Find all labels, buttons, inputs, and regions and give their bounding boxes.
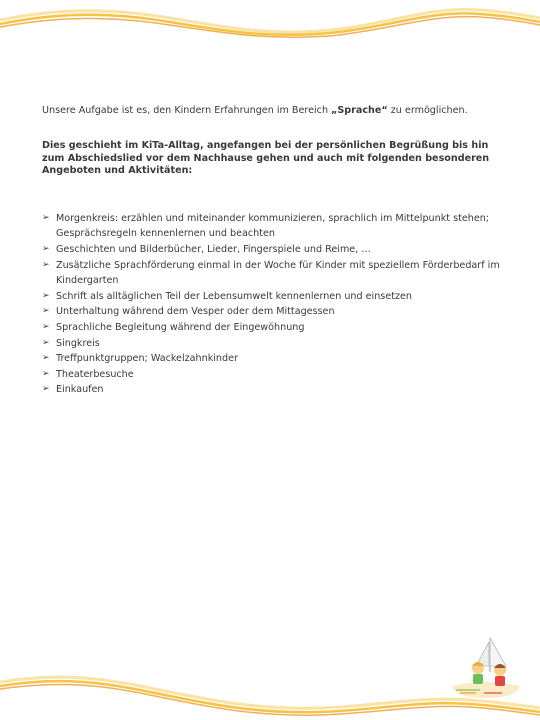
list-item xyxy=(42,289,512,305)
list-item xyxy=(42,242,512,258)
list-item xyxy=(42,382,512,398)
arrow-bullet-icon: ➢ xyxy=(42,290,50,301)
list-item-text: Sprachliche Begleitung während der Eingewöhnung xyxy=(56,321,305,333)
arrow-bullet-icon: ➢ xyxy=(42,353,50,364)
list-item xyxy=(42,211,512,242)
arrow-bullet-icon: ➢ xyxy=(42,306,50,317)
list-item xyxy=(42,367,512,383)
lead-paragraph: Dies geschieht im KiTa-Alltag, angefangen bei der persönlichen Begrüßung bis hin zum Abschiedslied vor dem Nachhause gehen und auch mit folgenden besonderen Angeboten und Aktivitäten: xyxy=(42,140,490,177)
arrow-bullet-icon: ➢ xyxy=(42,243,50,254)
top-wave-decoration xyxy=(0,0,540,40)
intro-text-start: Unsere Aufgabe ist es, den Kindern Erfahrungen im Bereich xyxy=(42,105,332,116)
list-item-text: Theaterbesuche xyxy=(56,368,134,380)
arrow-bullet-icon: ➢ xyxy=(42,212,50,223)
list-item-text: Singkreis xyxy=(56,337,100,349)
intro-text-end: zu ermöglichen. xyxy=(387,105,468,116)
list-item-text: Einkaufen xyxy=(56,384,104,396)
list-item xyxy=(42,336,512,352)
list-item xyxy=(42,320,512,336)
arrow-bullet-icon: ➢ xyxy=(42,337,50,348)
list-item-text: Zusätzliche Sprachförderung einmal in der Woche für Kinder mit speziellem Förderbedarf im Kindergarten xyxy=(56,259,500,287)
arrow-bullet-icon: ➢ xyxy=(42,259,50,270)
list-item-text: Morgenkreis: erzählen und miteinander kommunizieren, sprachlich im Mittelpunkt stehen; Gesprächsregeln kennenlernen und beachten xyxy=(56,212,490,240)
intro-paragraph xyxy=(42,104,512,117)
list-item-text: Schrift als alltäglichen Teil der Lebensumwelt kennenlernen und einsetzen xyxy=(56,290,412,302)
list-item-text: Geschichten und Bilderbücher, Lieder, Fingerspiele und Reime, … xyxy=(56,243,371,255)
list-item-text: Unterhaltung während dem Vesper oder dem Mittagessen xyxy=(56,306,335,318)
list-item xyxy=(42,304,512,320)
list-item-text: Treffpunktgruppen; Wackelzahnkinder xyxy=(56,353,238,365)
intro-emphasis: „Sprache“ xyxy=(331,105,388,116)
page-content xyxy=(42,104,512,398)
activity-list xyxy=(42,211,512,398)
arrow-bullet-icon: ➢ xyxy=(42,368,50,379)
list-item xyxy=(42,351,512,367)
list-item xyxy=(42,258,512,289)
kita-logo-image xyxy=(446,632,524,702)
arrow-bullet-icon: ➢ xyxy=(42,384,50,395)
arrow-bullet-icon: ➢ xyxy=(42,321,50,332)
